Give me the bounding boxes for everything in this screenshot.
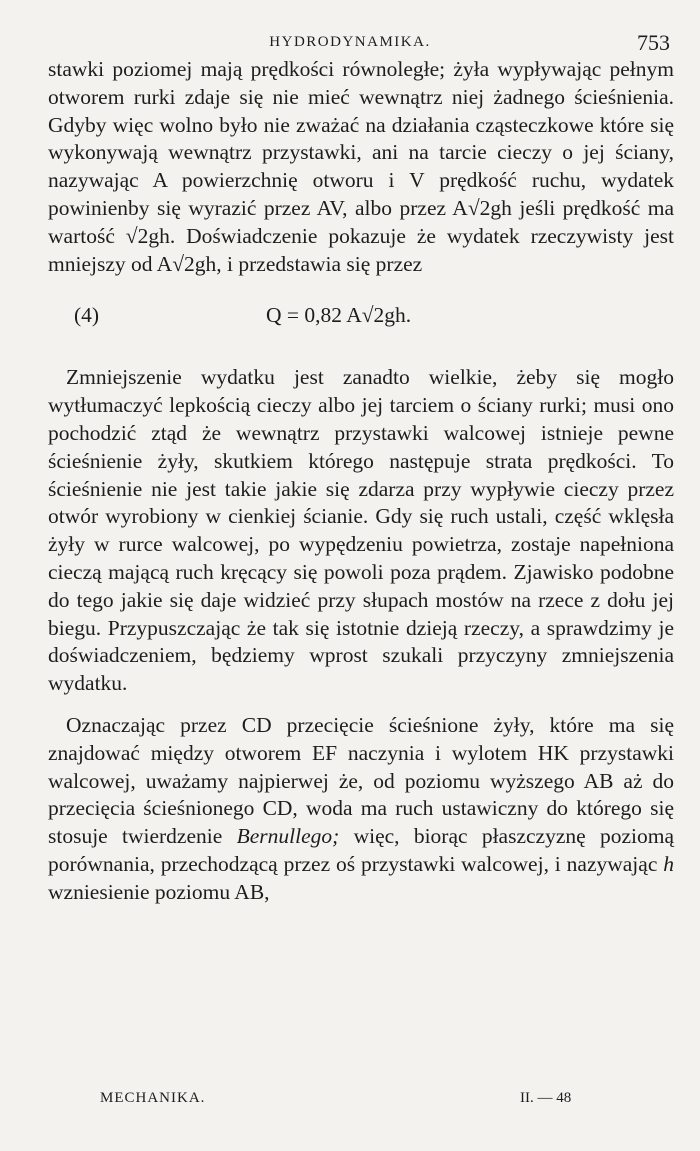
paragraph-text-start: Oznaczając przez CD przecięcie ścieśnione żyły, które ma się znajdować między otworem EF naczynia i wylotem HK przystawki walcowej, uważamy najpierwej że, od poziomu wyższego AB aż do przecięcia ścieśnionego CD, woda ma ruch ustawiczny do którego się stosuje twierdzenie — [48, 712, 674, 849]
formula-number: (4) — [74, 303, 100, 328]
formula-4 — [48, 294, 674, 338]
page-number: 753 — [637, 30, 670, 55]
paragraph-text-end: wzniesienie poziomu AB, — [48, 879, 270, 904]
footer-sheet-mark: II. — 48 — [520, 1090, 572, 1106]
paragraph-cross-section — [48, 712, 674, 907]
running-head: HYDRODYNAMIKA. — [269, 34, 431, 50]
paragraph-continued: stawki poziomej mają prędkości równoległe; żyła wypływając pełnym otworem rurki zdaje się nie mieć wewnątrz niej żadnego ścieśnienia. Gdyby więc wolno było nie zważać na działania cząsteczkowe które się wykonywają wewnątrz przystawki, ani na tarcie cieczy o jej ściany, nazywając A powierzchnię otworu i V prędkość ruchu, wydatek powinienby się wyrazić przez AV, albo przez A√2gh jeśli prędkość ma wartość √2gh. Doświadczenie pokazuje że wydatek rzeczywisty jest mniejszy od A√2gh, i przedstawia się przez — [48, 57, 674, 276]
page-footer — [0, 1090, 700, 1116]
page-body — [48, 56, 674, 907]
formula-expression: Q = 0,82 A√2gh. — [266, 303, 412, 328]
paragraph-text-middle: więc, biorąc płaszczyznę poziomą porównania, przechodzącą przez oś przystawki walcowej, i nazywając — [48, 824, 674, 876]
paragraph-contraction: Zmniejszenie wydatku jest zanadto wielkie, żeby się mogło wytłumaczyć lepkością cieczy albo jej tarciem o ściany rurki; musi ono pochodzić ztąd że wewnątrz przystawki walcowej istnieje pewne ścieśnienie żyły, skutkiem którego następuje strata prędkości. To ścieśnienie nie jest takie jakie się zdarza przy wypływie cieczy przez otwór wyrobiony w cienkiej ścianie. Gdy się ruch ustali, część wklęsła żyły w rurce walcowej, po wypędzeniu powietrza, zostaje napełniona cieczą mającą ruch kręcący się powoli poza prądem. Zjawisko podobne do tego jakie się daje widzieć przy słupach mostów na rzece z dołu jej biegu. Przypuszczając że tak się istotnie dzieją rzeczy, a sprawdzimy je doświadczeniem, będziemy wprost szukali przyczyny zmniejszenia wydatku. — [48, 365, 674, 696]
italic-variable: h — [663, 851, 674, 876]
footer-signature: MECHANIKA. — [100, 1090, 206, 1106]
italic-name: Bernullego; — [236, 824, 340, 849]
